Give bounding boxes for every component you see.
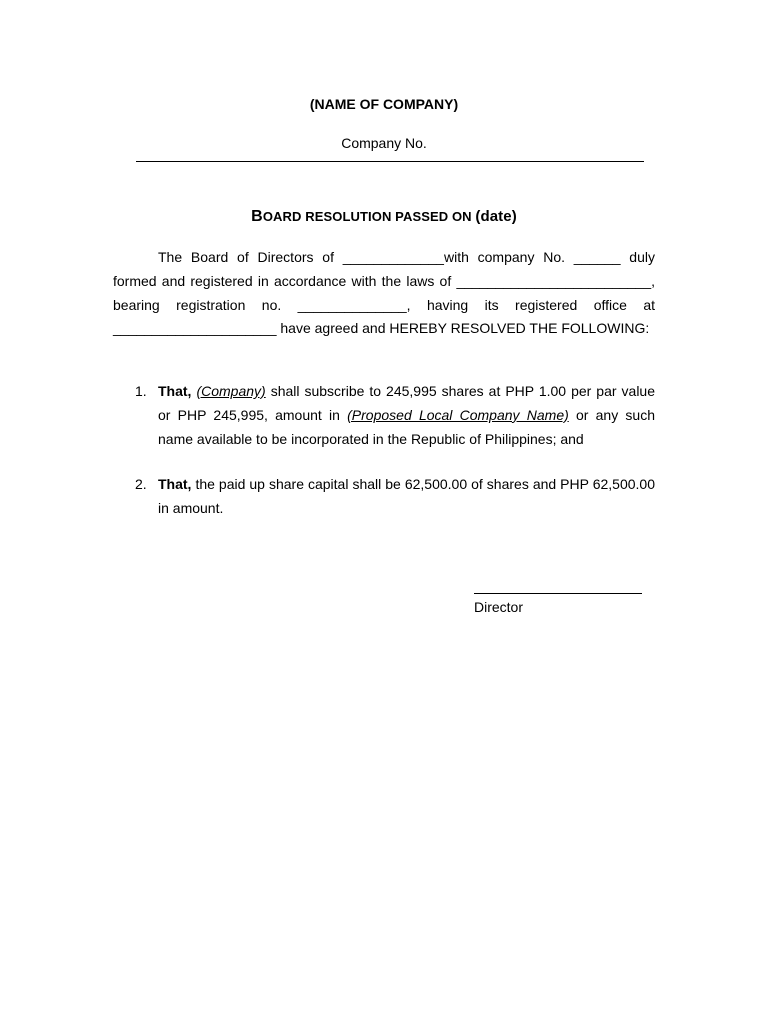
clause-number: 1. (135, 383, 147, 399)
clause-text: or any such name available to be incorporated in the Republic of Philippines; and (158, 406, 655, 447)
clause-item (113, 473, 655, 521)
clause-lead: That, (158, 476, 192, 493)
signature-label: Director (474, 599, 524, 615)
resolution-clauses (113, 380, 655, 543)
clause-text: shall subscribe to 245,995 shares at PHP 1.00 per par value or PHP 245,995, amount in (158, 383, 655, 423)
resolution-date-placeholder: (date) (475, 208, 517, 225)
signature-line (474, 593, 642, 594)
proposed-company-name-placeholder: (Proposed Local Company Name) (347, 406, 569, 423)
clause-text: the paid up share capital shall be 62,500.00 of shares and PHP 62,500.00 in amount. (158, 476, 655, 517)
resolution-heading-text: OARD RESOLUTION PASSED ON (262, 209, 476, 224)
resolution-heading-initial: B (251, 208, 263, 225)
clause-number: 2. (135, 476, 147, 493)
company-name-title: (NAME OF COMPANY) (309, 96, 459, 112)
header-divider (136, 161, 644, 162)
company-number-label: Company No. (341, 135, 427, 151)
preamble-paragraph: The Board of Directors of _____________with company No. ______ duly formed and registered in accordance with the laws of _________________________, bearing registration no. ______________, having its registered office at _____________________ have agreed and HEREBY RESOLVED THE FOLLOWING: (113, 249, 655, 337)
resolution-heading (0, 208, 768, 226)
company-placeholder: (Company) (196, 383, 266, 399)
clause-item (113, 380, 655, 451)
clause-lead: That, (158, 383, 192, 399)
